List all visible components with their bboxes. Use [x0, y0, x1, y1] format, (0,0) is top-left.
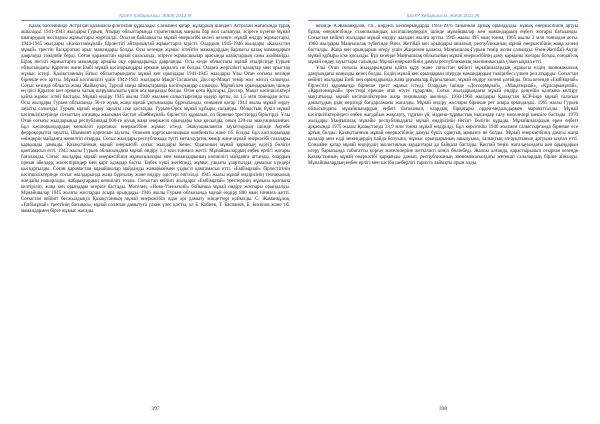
- left-body-text: [21, 24, 290, 394]
- running-header: ҚазҰУ Хабаршысы. ЖЖЖ 2013 Ж: [406, 13, 480, 18]
- page-number: 398: [438, 406, 448, 412]
- right-page: [300, 0, 600, 424]
- paragraph: кезінде А.Жаманқұлов, т.б., көрделі кәсіпорындарда 1983-1976 тайыннан артық орындалды. Бұйық өнеркәсібінің артуы бұлақ өнеркәсібінде стансиалындық кәсіпшілерлердің ішінде мұнайшылар мен мамандардың еңбегі жоғары бағаланды. Соғыстан кейінгі жылдары мұнай өндіру жылдан жылға артты. 1945 жылы 495 мың тонна, 1965 жылы 2 млн тоннадан асты. 1960 жылдары Маңғышлақ түбегінде Өзен, Жетібай кен орындары ашылып, республиканың мұнай өнеркәсібінің жаңа кезеңі басталды. Жаңа кен орындарын игеру үшін Жаңаөзен қаласы, Маңғышлақ-Гурьев темір жолы салынды. Өзен-Жетібай-Ақтау мұнай құбыры іске қосылды. Бұл кезеңде Маңғышлақ облысының мұнай өнеркәсібінің даму қарқыны жоғары болды, сондай-ақ мұнай өңдеу зауыттары салынды. Мұнай өнеркәсібінің дамуы республиканың экономикасына үлкен ықпал етті.: [308, 24, 578, 65]
- right-body-text: [308, 24, 578, 394]
- header-rule: [21, 20, 290, 21]
- paragraph: Қазақ бассейнінде Астрахан қалашасы флотилия құрылады. Сонымен қатар, Бұлардың ішіндегі Астрахан жағасында тұрақ ашылады. 1941-1943 жылдары Гурьев, Атырау облыстарында стратегиялық маңызы бар жол салынуда, әсіресе күзетке мұнай шығарудың жоспарлы жұмыстары жүргізілді. Осыған байланысты мұнай өнеркәсібі келесі кезеңге: мұнай өндіру жұмыстары, 1944-1945 жылдары «Казахтанмұнай» Бірлестігі айтарлықтай жұмыстарға кірісті. Олардың 1945-1946 жылдары «Казахстан мұнай» трестін басқаратын орыс мамандары болды. Осы кезеңде жұмыс істейтін мамандардың барлығы қазақ мамандарын даярлауда тәжірибе берді. Соған қарамастан мұнай саласында, әсіресе жұмысшылар арасында қазақтардың саны азаймайды. Бірақ негізгі жұмыстарға мамандар арнайы оқу орындарында даярланды. Осы кезде облыстағы мұнай өндірісінде Гурьев облысындағы Қаратон және Ембі мұнай кәсіпорындары ерекше ықпалға ие болды. Оларға жергілікті қазақтар мен орыстар жұмыс істеді. Қазақстанның Батыс облыстарындағы мұнай кен орындары 1941-1945 жылдары Ұлы Отан соғысы кезінде бірнеше есе артты. Мұнай кәсіпшілігі үшін 1942-1943 жылдары Мақат-Тасшағыл, Доссор-Мақат темір жол желісі салынды. Соғыс кезінде облыста жаңа Жайықтың, Тұрғай маңы аймақтарында кәсіпорындар салынды. Мұнай кен орындарының ішінде ең ірісі Қаратон кен орнына халық шаруашылығы үшін аса маңызды болды. Оған қоса Құлсары, Доссор, Мақат кәсіпшіліктері қайта жұмыс істей бастады. Мұнай өндіру 1945 жылы 1940 жылмен салыстырғанда едәуір артты, ол 1,5 млн тоннадан асты. Осы жылдары Гурьев облысында 50-ге жуық жаңа мұнай ұңғымалары бұрғыланды, сонымен қатар 1944 жылы мұнай өңдеу зауыты салынды. Гурьев мұнай өңдеу зауыты іске қосылды. Гурьев-Орск мұнай құбыры салынды. Облыстың бүкіл мұнай кәсіпшіліктерінде соғыстың алғашқы жылынан бастап «Ембімұнай» бірлестігі құрылып, ол бірнеше тресттерді біріктірді. Ұлы Отан соғысы жылдарында республикада 600-ге жуық жаңа өнеркәсіп орындары іске қосылды, оның 220-сы эвакуацияланған. Бұл кәсіпорындардың көпшілігі қорғаныс өнеркәсібіне жұмыс істеді. Эвакуацияланған зауыттардың ішінде Ақтөбе ферроқорытпа зауыты, Шымкент қорғасын зауыты, Өскемен қорғасын-мырыш комбинаты және т.б. болды. Бұл кәсіпорындар өнімдерін майданға жөнелтіп отырды. Соғыс жылдары республикада түсті металлургия, көмір және мұнай өнеркәсібі салалары қарқынды дамыды. Қазақстанның мұнай өнеркәсібі соғыс жылдары Кеңес Одағының мұнай қорының едәуір бөлігін қамтамасыз етті. 1943 жылы Гурьев облысындағы мұнай өндіру 1,2 млн тоннаға жетті. Мұнайшылардың еңбек ерлігі жоғары бағаланды. Соғыс жылдары мұнай өнеркәсібінің жұмысшылары мен мамандарының көпшілігі майданға аттанды, олардың орнын әйелдер, жасөспірімдер мен қарт адамдар басты. Еңбек күші жетіспеді, жұмыс уақыты ұзартылды, демалыс күндері қысқартылды. Соған қарамастан мұнайшылар майданды жанармаймен үздіксіз қамтамасыз етті. «Ембімұнай» бірлестігінің кәсіпшіліктерінде соғыс жылдарында жаңа бұрғылау және өндіру әдістері енгізілді. 1945 жылы мұнай өндірісінің техникалық жағдайы нашарлады, жабдықтардың көпшілігі тозды. Соғыстан кейінгі жылдары «Ембімұнай» трестерінің жұмысы қалпына келтіріліп, жаңа кен орындары игеріле бастады. Мәселен, «Ново-Узеньский» бойынша мұнай өндіру жоспары орындалды. Мұнайшылар 1945 жылғы жоспарды асыра орындады. 1946 жылы Гурьев облысында мұнай өндіру 800 мың тоннаға жетті. Соғыстан кейінгі бесжылдықта Қазақстанның мұнай өнеркәсібін одан әрі дамыту міндеттері қойылды. С. Жаманқұлов, «Ембімұнай» трестінің басшысы, мұнай саласын дамытуға үлкен үлес қосты, ол Б. Кабиев, Т. Баспанов, Б. Бисенов және т.б. мамандармен бірге жұмыс жасады.: [21, 24, 290, 214]
- paragraph: Ұлы Отан соғысы жылдарындағы қайта құру және соғыстан кейінгі мұнайшылардың жұмысы елдің экономикалық дамуындағы маңызды кезең болды. Елдің мұнай кен орындарын игеруде мамандардың тәжірибесі үлкен рөл атқарды. Соғыстан кейінгі жылдары Ембі кен орындарында жаңа ұңғымалар бұрғыланып, мұнай өндіру көлемі ұлғайды. Осы кезеңде «Ембімұнай» бірлестігі құрамында бірнеше трест жұмыс істеді. Олардың ішінде «Доссормұнай», «Мақатмұнай», «Құлсарымұнай», «Қаратонмұнай» тресттері ерекше атап өтуге тұрарлық. Соғыс жылдарындағы мұнай өндіру деңгейін қалпына келтіру мақсатында мұнай кәсіпшіліктеріне жаңа техникалар әкелінді. 1950-1960 жылдары Қазақстан КСР-інде мұнай саласын дамытудың ұзақ мерзімді бағдарламасы жасалды. Мұнай өндіру жоспары бірнеше рет асыра орындалды. 1965 жылы Гурьев облысындағы мұнайшылардың еңбегі бағаланып, олардың бірқатары орден-медальдармен марапатталды. Мұнай кәсіпшіліктеріндегі еңбек жағдайын жақсарту, тұрғын үй, мәдени-тұрмыстық нысандар салу мәселелері шешіле бастады. 1970 жылдары Маңғышлақ мұнайы республикадағы мұнай өндірісінің негізгі бөлігін құрады. Мұнайшылардың ерен еңбегі арқасында 1975 жылы Қазақстанда 23,9 млн тонна мұнай өндірілді. Бұл көрсеткіш 1940 жылмен салыстырғанда бірнеше есе артық болды. Қазақстанның мұнай өнеркәсібінің дамуы бүкіл одақтық маңызға ие болды. Мұнай өнеркәсібінің дамуы жаңа қалалар мен елді мекендердің пайда болуына, жұмыс орындарының ашылуына, халықтың әл-ауқатының артуына ықпал етті. Сонымен қатар мұнай өндірудің экологиялық зардаптары да байқала бастады. Каспий теңізі жағалауындағы кен орындарын игеру барысында табиғатты қорғау мәселелеріне жеткілікті көңіл бөлінбеді. Жалпы алғанда, қарастырылып отырған кезеңде Қазақстанның мұнай өнеркәсібі қарқынды дамып, республиканың экономикасындағы жетекші салалардың біріне айналды. Мұнайшылардың еңбек ерлігі мен кәсіби шеберлігі тарихта лайықты орын алды.: [308, 65, 578, 166]
- running-header: ҚазҰУ Хабаршысы. ЖЖЖ 2013 Ж: [119, 13, 192, 18]
- page-number: 397: [151, 406, 160, 412]
- header-rule: [308, 20, 578, 21]
